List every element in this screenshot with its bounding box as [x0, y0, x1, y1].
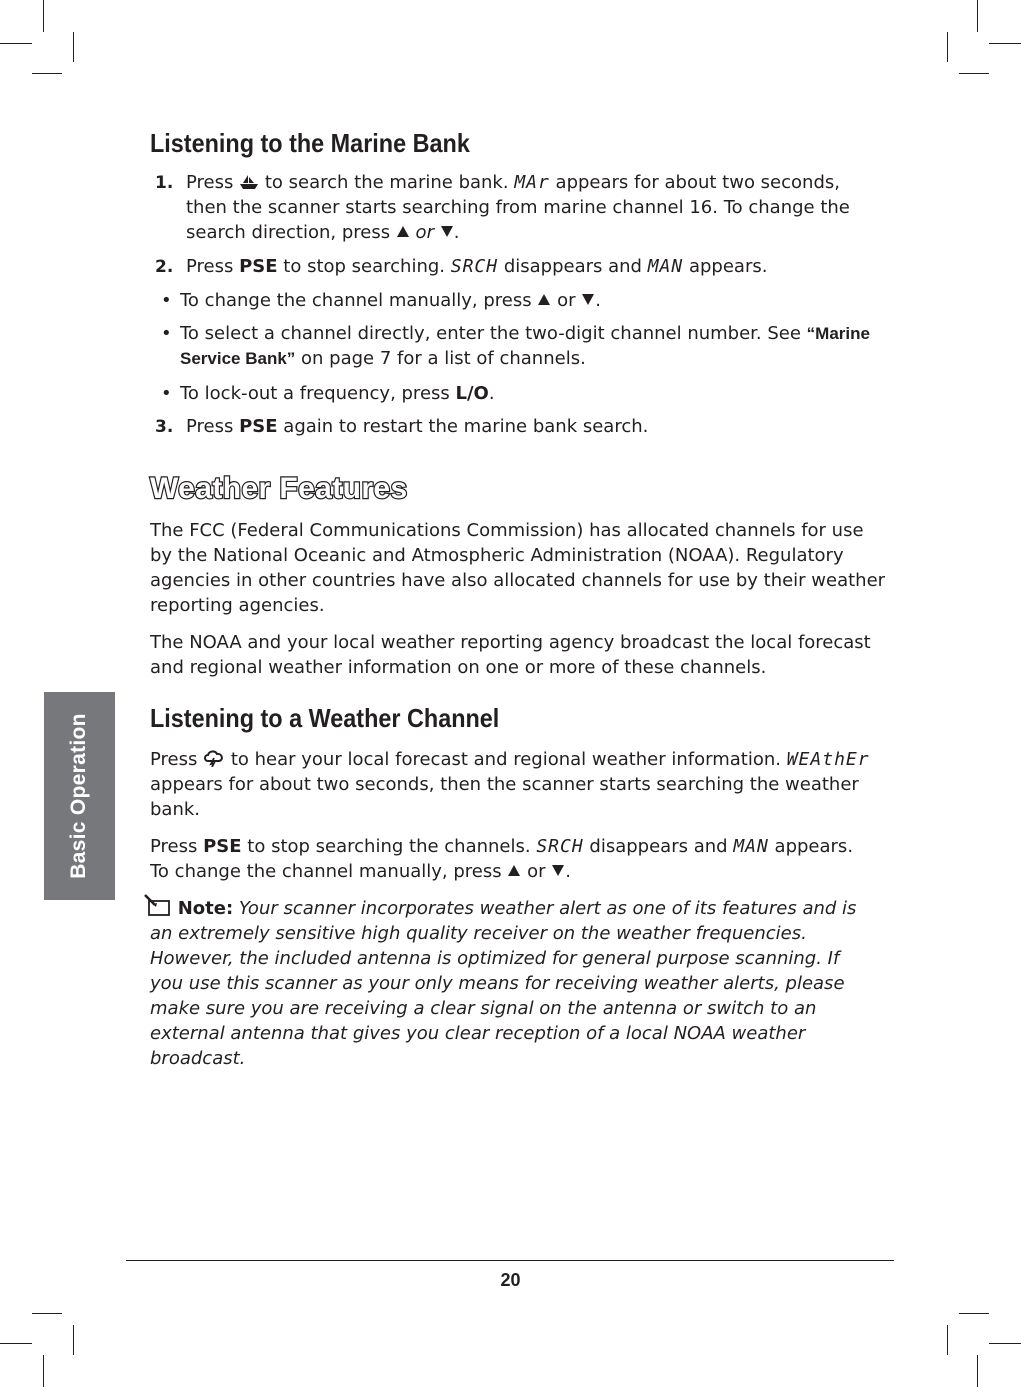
step-1-number: 1.: [155, 173, 174, 193]
marine-bank-heading: Listening to the Marine Bank: [150, 128, 470, 158]
marine-service-bank-reference: “Marine: [806, 324, 870, 343]
down-arrow-icon: [582, 294, 594, 305]
down-arrow-icon: [441, 226, 453, 237]
footer-divider: [126, 1260, 894, 1261]
up-arrow-icon: [397, 226, 409, 237]
bullet-manual-channel: To change the channel manually, press or .: [180, 290, 601, 311]
weather-broadcast-paragraph: The NOAA and your local weather reporting agency broadcast the local forecast and regional weather information on one or more of these channels.: [150, 632, 871, 678]
step-3-number: 3.: [155, 417, 174, 437]
weather-cloud-icon: [203, 749, 225, 767]
section-side-tab-label: Basic Operation: [67, 713, 90, 879]
bullet-dot: •: [161, 323, 172, 344]
bullet-dot: •: [161, 383, 172, 404]
up-arrow-icon: [508, 865, 520, 876]
step-2-text: Press PSE to stop searching. SRCH disappears and MAN appears.: [186, 256, 768, 277]
page-number: 20: [500, 1270, 521, 1290]
lcd-marine-label: MAr: [514, 172, 550, 193]
note-pencil-icon: [144, 894, 172, 918]
weather-features-heading: Weather Features: [150, 472, 408, 505]
weather-channel-paragraph-2: Press PSE to stop searching the channels. SRCH disappears and MAN appears. To change the channel manually, press or .: [150, 836, 854, 882]
bullet-select-channel: To select a channel directly, enter the two-digit channel number. See “Marine Service Bank” on page 7 for a list of channels.: [180, 323, 870, 369]
down-arrow-icon: [552, 865, 564, 876]
weather-alert-note: Note: Your scanner incorporates weather alert as one of its features and is an extremely sensitive high quality receiver on the weather frequencies. However, the included antenna is optimized for general purpose scanning. If you use this scanner as your only means for receiving weather alerts, please make sure you are receiving a clear signal on the antenna or switch to an external antenna that gives you clear reception of a local NOAA weather broadcast.: [150, 894, 870, 1071]
step-1-text: Press to search the marine bank. MAr appears for about two seconds, then the scanner starts searching from marine channel 16. To change the search direction, press or .: [186, 172, 850, 243]
weather-channel-paragraph-1: Press to hear your local forecast and regional weather information. WEAthEr appears for about two seconds, then the scanner starts searching the weather bank.: [150, 749, 870, 820]
bullet-lockout: To lock-out a frequency, press L/O.: [180, 383, 495, 404]
weather-channel-heading: Listening to a Weather Channel: [150, 703, 500, 733]
weather-intro-paragraph: The FCC (Federal Communications Commission) has allocated channels for use by the National Oceanic and Atmospheric Administration (NOAA). Regulatory agencies in other countries have also allocated channels for use by their weather reporting agencies.: [150, 520, 886, 616]
marine-boat-icon: [239, 174, 259, 190]
lcd-weather-label: WEAthEr: [786, 749, 870, 770]
step-3-text: Press PSE again to restart the marine bank search.: [186, 416, 649, 437]
up-arrow-icon: [538, 294, 550, 305]
step-2-number: 2.: [155, 257, 174, 277]
bullet-dot: •: [161, 290, 172, 311]
